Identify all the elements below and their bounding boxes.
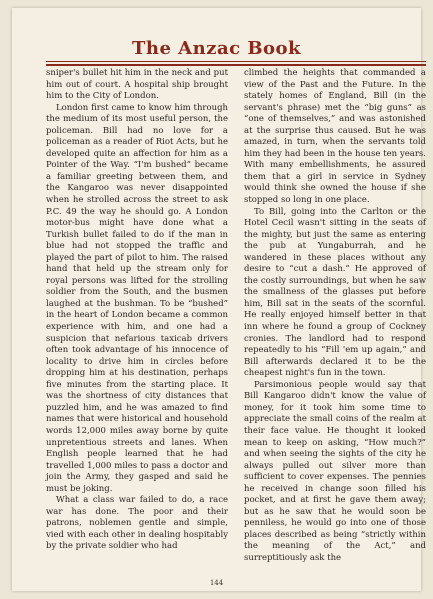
left-paragraph-2: London first came to know him through the medium of its most useful person, the policeman. Bill had no love for a policeman as a reader of Riot Acts, but he developed quite an affection for him as a Pointer of the Way. “I'm bushed” became a familiar greeting between them, and the Kangaroo was never disappointed when he strolled across the street to ask P.C. 49 the way he should go. A London motor-bus might have done what a Turkish bullet failed to do if the man in blue had not stopped the traffic and played the part of pilot to him. The raised hand that held up the stream only for royal persons was lifted for the strolling soldier from the South, and the busmen laughed at the bushman. To be “bushed” in the heart of London became a common experience with him, and one had a suspicion that nefarious taxicab drivers often took advantage of his innocence of locality to drive him in circles before dropping him at his destination, perhaps five minutes from the starting place. It was the shortness of city distances that puzzled him, and he was amazed to find names that were historical and household words 12,000 miles away borne by quite unpretentious streets and lanes. When English people learned that he had travelled 1,000 miles to pass a doctor and join the Army, they gasped and said he must be joking. xyxy=(46,102,228,494)
right-paragraph-2: To Bill, going into the Carlton or the Hotel Cecil wasn't sitting in the seats of the mighty, but just the same as entering the pub at Yungaburrah, and he wandered in these places without any desire to “cut a dash.” He approved of the costly surroundings, but when he saw the smallness of the glasses put before him, Bill sat in the seats of the scornful. He really enjoyed himself better in that inn where he found a group of Cockney cronies. The landlord had to respond repeatedly to his “Fill 'em up again,” and Bill afterwards declared it to be the cheapest night's fun in the town. xyxy=(244,206,426,379)
left-column xyxy=(46,68,228,568)
header-rule-thick xyxy=(46,64,426,66)
right-paragraph-1: climbed the heights that commanded a view of the Past and the Future. In the stately homes of England, Bill (in the servant's phrase) met the “big guns” as “one of themselves,” and was astonished at the surprise thus caused. But he was amazed, in turn, when the servants told him they had been in the house ten years. With many embellishments, he assured them that a girl in service in Sydney would think she owned the house if she stopped so long in one place. xyxy=(244,68,426,206)
book-page xyxy=(12,8,426,591)
left-paragraph-3: What a class war failed to do, a race war has done. The poor and their patrons, noblemen gentle and simple, vied with each other in dealing hospitably by the private soldier who had xyxy=(46,495,228,552)
text-columns xyxy=(46,68,426,568)
header-rule-thin xyxy=(46,61,426,62)
running-header-title: The Anzac Book xyxy=(131,38,302,59)
left-paragraph-1: sniper's bullet hit him in the neck and put him out of court. A hospital ship brought him to the City of London. xyxy=(46,68,228,102)
right-column xyxy=(244,68,426,568)
right-paragraph-3: Parsimonious people would say that Bill Kangaroo didn't know the value of money, for it took him some time to appreciate the small coins of the realm at their face value. He thought it looked mean to keep on asking, “How much?” and when seeing the sights of the city he always pulled out silver more than sufficient to cover expenses. The pennies he received in change soon filled his pocket, and at first he gave them away; but as he saw that he would soon be penniless, he would go into one of those places described as being “strictly within the meaning of the Act,” and surreptitiously ask the xyxy=(244,379,426,563)
page-number: 144 xyxy=(209,579,224,587)
